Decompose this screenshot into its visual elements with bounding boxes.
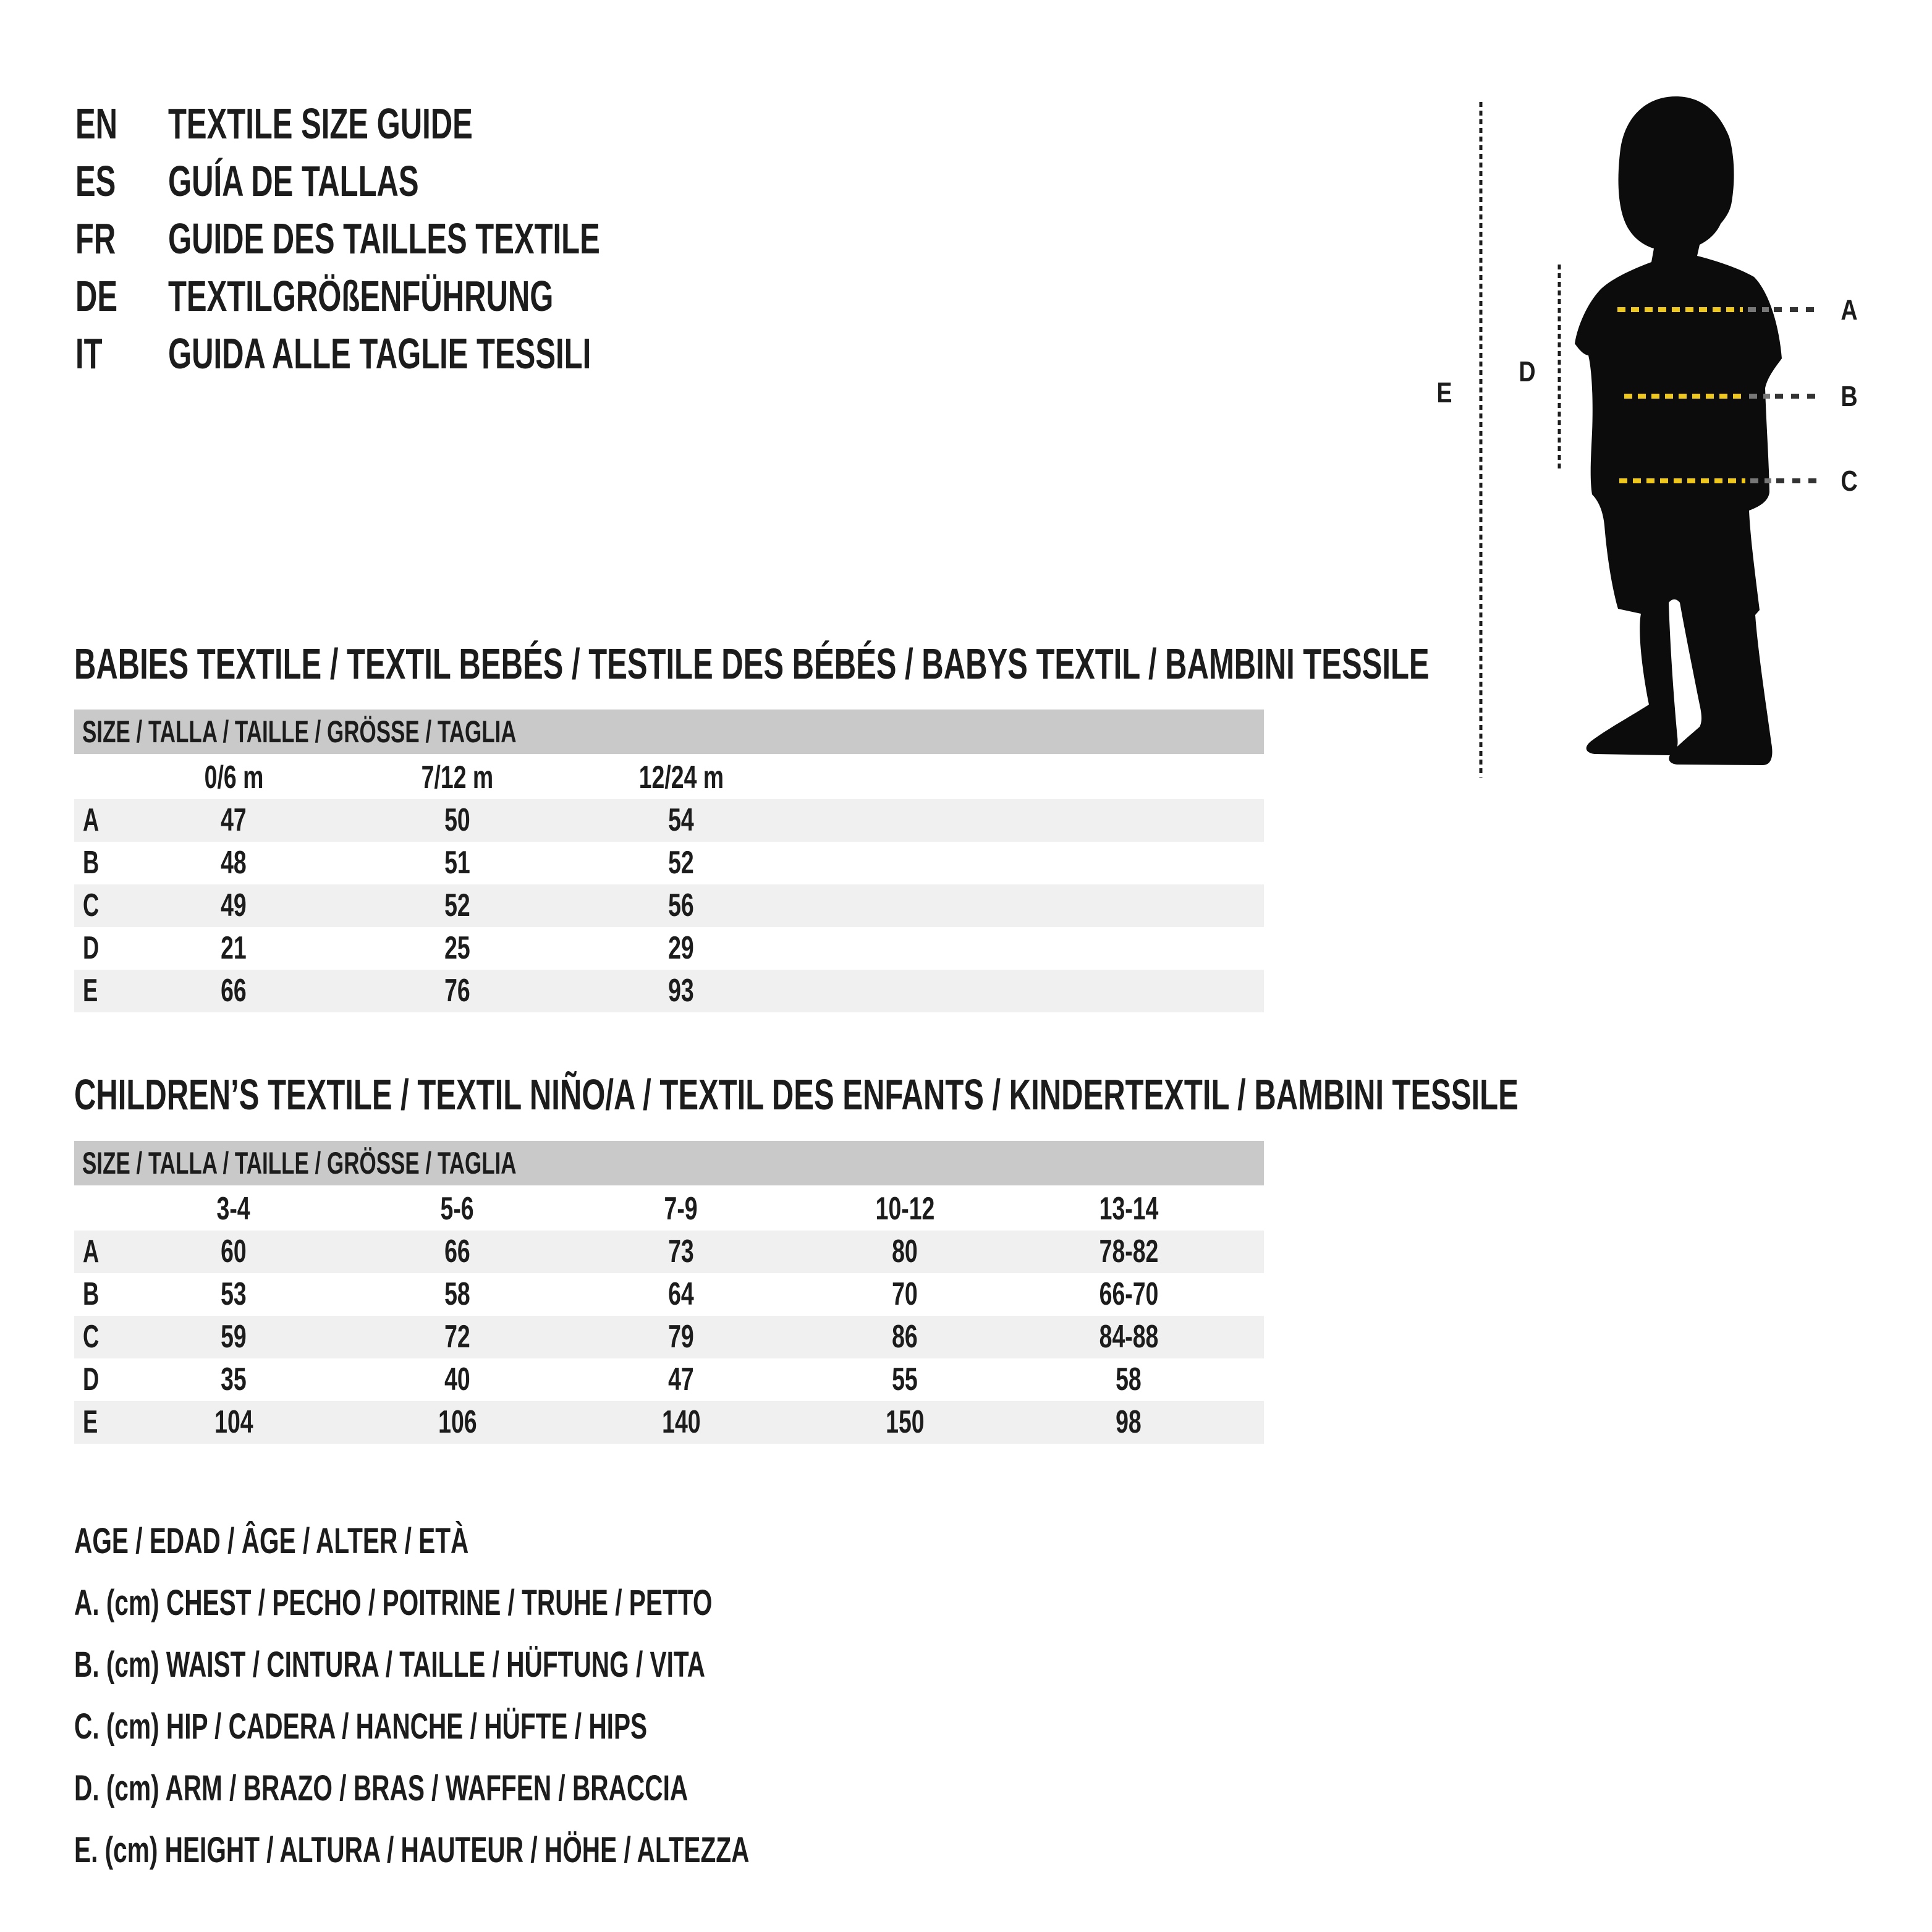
legend-item-arm: D. (cm) ARM / BRAZO / BRAS / WAFFEN / BRACCIA <box>74 1768 688 1808</box>
table-cell: 84-88 <box>1099 1319 1158 1355</box>
children-heading: CHILDREN’S TEXTILE / TEXTIL NIÑO/A / TEXTIL DES ENFANTS / KINDERTEXTIL / BAMBINI TESSILE <box>74 1070 1519 1119</box>
language-code: FR <box>75 214 116 263</box>
babies-size-bar: SIZE / TALLA / TAILLE / GRÖSSE / TAGLIA <box>74 710 1264 754</box>
column-header: 12/24 m <box>638 760 724 795</box>
legend-item-height: E. (cm) HEIGHT / ALTURA / HAUTEUR / HÖHE / ALTEZZA <box>74 1830 750 1870</box>
language-code: DE <box>75 272 118 320</box>
figure-label-a: A <box>1841 294 1858 326</box>
figure-label-e: E <box>1436 376 1452 409</box>
column-header: 0/6 m <box>204 760 263 795</box>
table-cell: 48 <box>221 845 247 881</box>
column-header: 7/12 m <box>421 760 494 795</box>
table-cell: 66-70 <box>1099 1276 1158 1312</box>
table-cell: 66 <box>221 973 247 1009</box>
table-cell: 58 <box>1116 1362 1142 1397</box>
table-row <box>74 842 1264 884</box>
row-label: B <box>83 845 100 881</box>
figure-label-d: D <box>1519 355 1536 388</box>
table-cell: 55 <box>892 1362 918 1397</box>
table-cell: 58 <box>444 1276 470 1312</box>
table-cell: 21 <box>221 930 247 966</box>
column-header: 3-4 <box>216 1191 251 1227</box>
column-header: 10-12 <box>875 1191 934 1227</box>
table-cell: 53 <box>221 1276 247 1312</box>
table-row <box>74 799 1264 842</box>
table-cell: 40 <box>444 1362 470 1397</box>
babies-heading: BABIES TEXTILE / TEXTIL BEBÉS / TESTILE DES BÉBÉS / BABYS TEXTIL / BAMBINI TESSILE <box>74 640 1430 688</box>
figure-label-c: C <box>1841 465 1858 497</box>
table-cell: 49 <box>221 888 247 923</box>
table-row <box>74 1231 1264 1273</box>
language-code: EN <box>75 100 118 148</box>
row-label: E <box>83 973 98 1009</box>
table-cell: 72 <box>444 1319 470 1355</box>
table-cell: 66 <box>444 1234 470 1269</box>
table-cell: 47 <box>668 1362 694 1397</box>
table-row <box>74 1316 1264 1358</box>
babies-column-header-row <box>74 756 1264 799</box>
column-header: 7-9 <box>664 1191 698 1227</box>
measurement-figure <box>1391 62 1932 803</box>
legend-item-hip: C. (cm) HIP / CADERA / HANCHE / HÜFTE / HIPS <box>74 1706 648 1747</box>
language-title: GUIDE DES TAILLES TEXTILE <box>168 214 600 263</box>
language-title: GUIDA ALLE TAGLIE TESSILI <box>168 329 591 378</box>
figure-label-b: B <box>1841 380 1858 412</box>
language-code: IT <box>75 329 103 378</box>
table-cell: 80 <box>892 1234 918 1269</box>
table-row <box>74 1401 1264 1444</box>
children-size-bar: SIZE / TALLA / TAILLE / GRÖSSE / TAGLIA <box>74 1141 1264 1185</box>
language-title: TEXTILE SIZE GUIDE <box>168 100 473 148</box>
row-label: D <box>83 1362 100 1397</box>
table-cell: 98 <box>1116 1404 1142 1440</box>
column-header: 5-6 <box>440 1191 475 1227</box>
table-row <box>74 1273 1264 1316</box>
table-cell: 106 <box>438 1404 477 1440</box>
table-cell: 93 <box>668 973 694 1009</box>
table-cell: 35 <box>221 1362 247 1397</box>
table-cell: 64 <box>668 1276 694 1312</box>
table-cell: 73 <box>668 1234 694 1269</box>
table-cell: 54 <box>668 802 694 838</box>
table-cell: 51 <box>444 845 470 881</box>
row-label: E <box>83 1404 98 1440</box>
table-cell: 140 <box>661 1404 701 1440</box>
language-title: GUÍA DE TALLAS <box>168 157 419 205</box>
table-cell: 76 <box>444 973 470 1009</box>
table-row <box>74 1358 1264 1401</box>
table-cell: 78-82 <box>1099 1234 1158 1269</box>
language-code: ES <box>75 157 116 205</box>
table-cell: 60 <box>221 1234 247 1269</box>
row-label: C <box>83 888 100 923</box>
table-cell: 52 <box>444 888 470 923</box>
row-label: D <box>83 930 100 966</box>
table-cell: 86 <box>892 1319 918 1355</box>
legend-item-chest: A. (cm) CHEST / PECHO / POITRINE / TRUHE / PETTO <box>74 1583 713 1623</box>
row-label: C <box>83 1319 100 1355</box>
table-cell: 70 <box>892 1276 918 1312</box>
table-row <box>74 884 1264 927</box>
row-label: B <box>83 1276 100 1312</box>
table-row <box>74 970 1264 1012</box>
table-row <box>74 927 1264 970</box>
legend-age-line: AGE / EDAD / ÂGE / ALTER / ETÀ <box>74 1521 469 1561</box>
row-label: A <box>83 802 100 838</box>
column-header: 13-14 <box>1099 1191 1158 1227</box>
table-cell: 104 <box>214 1404 253 1440</box>
table-cell: 150 <box>885 1404 925 1440</box>
table-cell: 79 <box>668 1319 694 1355</box>
table-cell: 47 <box>221 802 247 838</box>
table-cell: 29 <box>668 930 694 966</box>
row-label: A <box>83 1234 100 1269</box>
table-cell: 56 <box>668 888 694 923</box>
table-cell: 59 <box>221 1319 247 1355</box>
table-cell: 52 <box>668 845 694 881</box>
table-cell: 50 <box>444 802 470 838</box>
language-title: TEXTILGRÖßENFÜHRUNG <box>168 272 554 320</box>
legend-item-waist: B. (cm) WAIST / CINTURA / TAILLE / HÜFTUNG / VITA <box>74 1645 705 1685</box>
table-cell: 25 <box>444 930 470 966</box>
children-column-header-row <box>74 1188 1264 1231</box>
